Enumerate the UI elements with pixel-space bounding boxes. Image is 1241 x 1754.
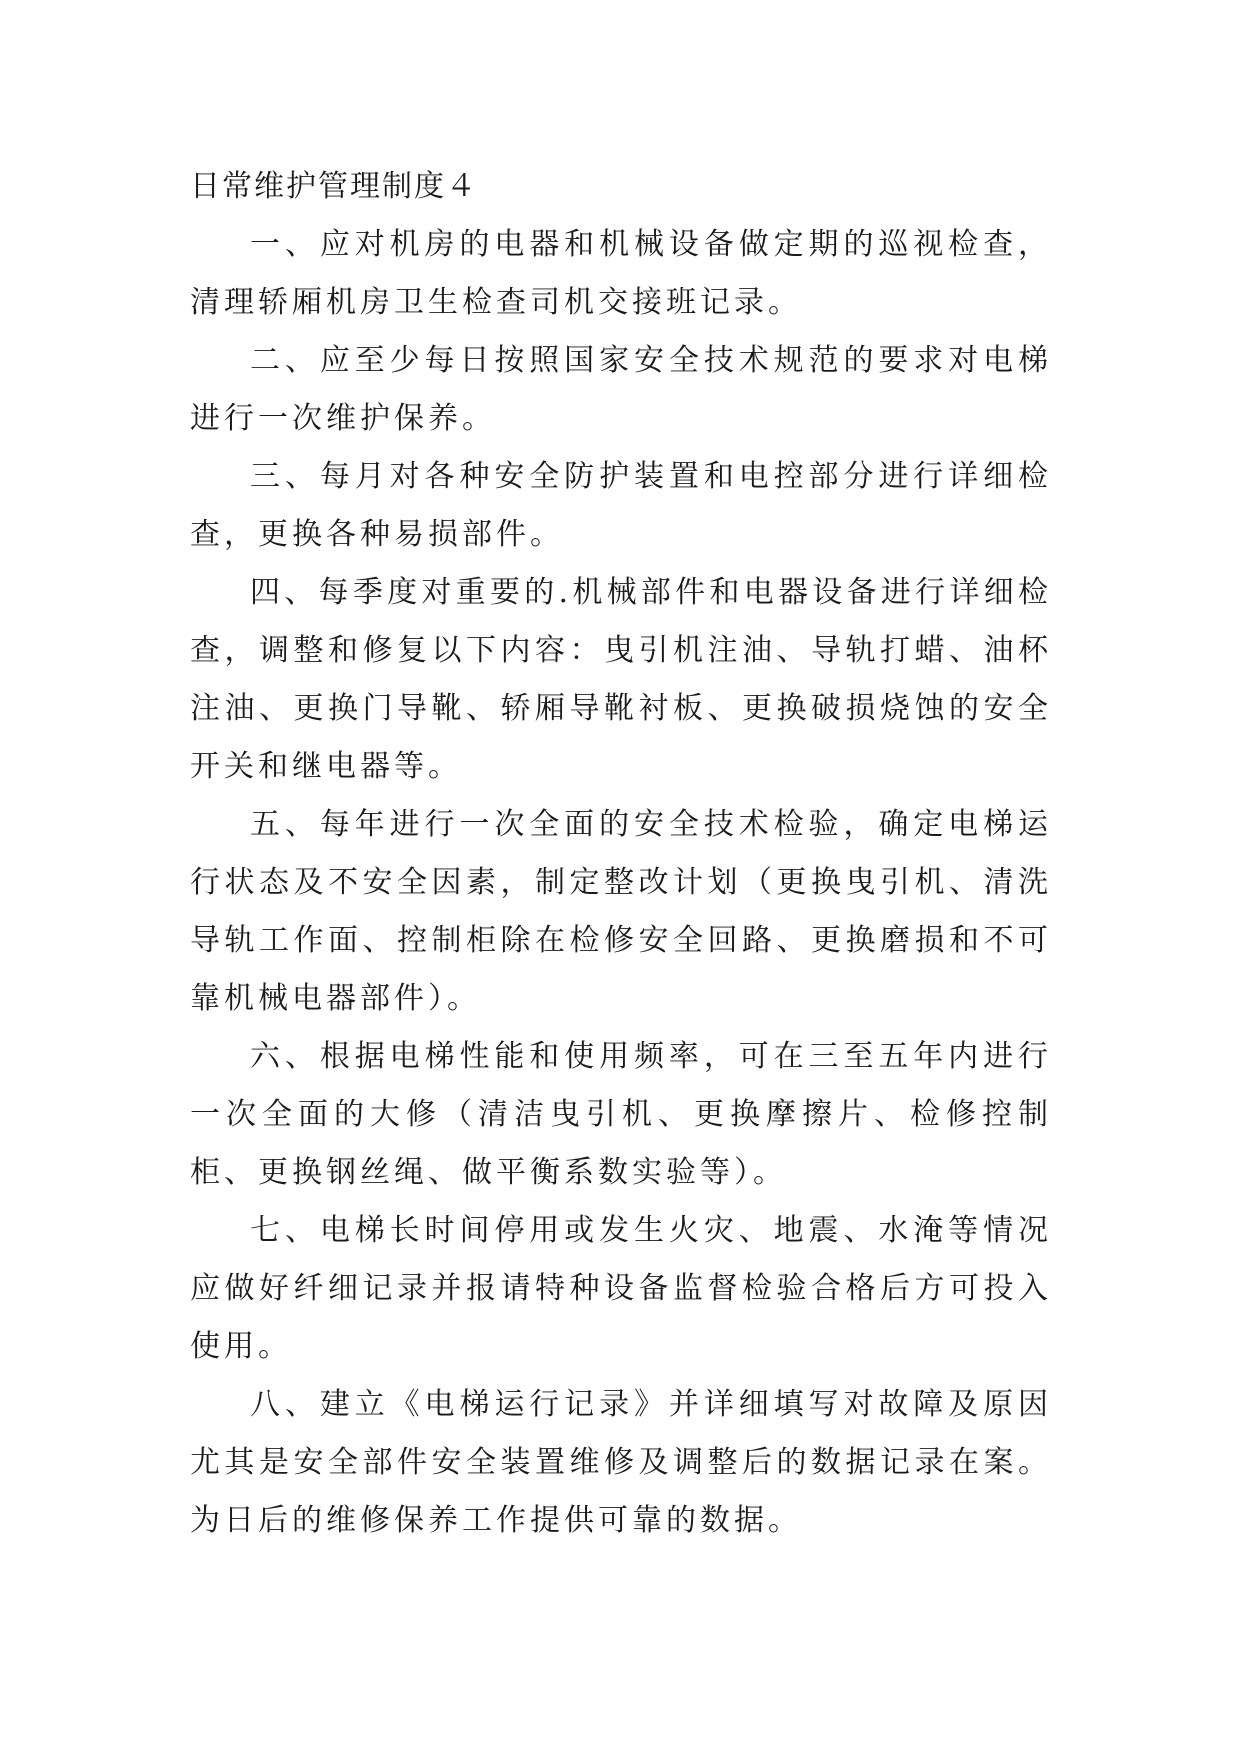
paragraph-5: 五、每年进行一次全面的安全技术检验，确定电梯运行状态及不安全因素，制定整改计划（更换曳引机、清洗导轨工作面、控制柜除在检修安全回路、更换磨损和不可靠机械电器部件）。 (190, 807, 1052, 1016)
paragraph-2: 二、应至少每日按照国家安全技术规范的要求对电梯进行一次维护保养。 (190, 343, 1052, 436)
paragraph-3: 三、每月对各种安全防护装置和电控部分进行详细检查，更换各种易损部件。 (190, 459, 1052, 552)
paragraph-6: 六、根据电梯性能和使用频率，可在三至五年内进行一次全面的大修（清洁曳引机、更换摩擦片、检修控制柜、更换钢丝绳、做平衡系数实验等）。 (190, 1039, 1052, 1190)
paragraph-8: 八、建立《电梯运行记录》并详细填写对故障及原因尤其是安全部件安全装置维修及调整后的数据记录在案。为日后的维修保养工作提供可靠的数据。 (190, 1387, 1052, 1538)
document-title: 日常维护管理制度４ (190, 169, 478, 204)
document-body (190, 158, 1052, 1550)
paragraph-1: 一、应对机房的电器和机械设备做定期的巡视检查，清理轿厢机房卫生检查司机交接班记录。 (190, 227, 1052, 320)
paragraph-7: 七、电梯长时间停用或发生火灾、地震、水淹等情况应做好纤细记录并报请特种设备监督检验合格后方可投入使用。 (190, 1213, 1052, 1364)
paragraph-4: 四、每季度对重要的.机械部件和电器设备进行详细检查，调整和修复以下内容：曳引机注油、导轨打蜡、油杯注油、更换门导靴、轿厢导靴衬板、更换破损烧蚀的安全开关和继电器等。 (190, 575, 1052, 784)
